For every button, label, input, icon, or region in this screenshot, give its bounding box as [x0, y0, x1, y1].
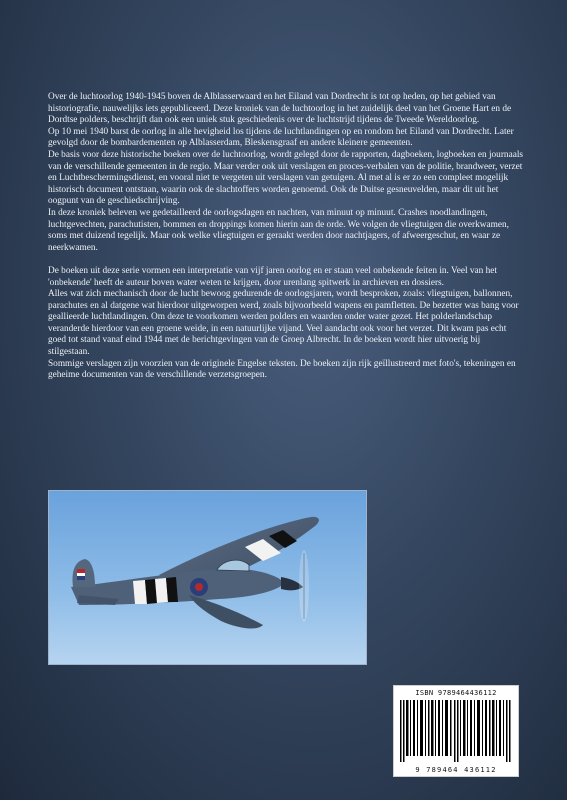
- isbn-digits: 9 789464 436112: [415, 766, 497, 774]
- spitfire-photo: [48, 490, 367, 665]
- blurb-paragraph-intro: Over de luchtoorlog 1940-1945 boven de Alblasserwaard en het Eiland van Dordrecht is tot op heden, op het gebied van historiografie, nauwelijks iets gepubliceerd. Deze kroniek van de luchtoorlog in het zuidelijk deel van het Groene Hart en de Dordtse polders, beschrijft dan ook een uniek stuk geschiedenis over de luchtstrijd tijdens de Tweede Wereldoorlog.: [48, 92, 512, 126]
- blurb-paragraph-may-1940: Op 10 mei 1940 barst de oorlog in alle hevigheid los tijdens de luchtlandingen op en rondom het Eiland van Dordrecht. Later gevolgd door de bombardementen op Alblasserdam, Bleskensgraaf en andere kleinere gemeenten.: [48, 126, 514, 149]
- isbn-label: ISBN 9789464436112: [415, 689, 497, 697]
- isbn-barcode: [393, 685, 519, 777]
- blurb-paragraph-topics: Alles wat zich mechanisch door de lucht bewoog gedurende de oorlogsjaren, wordt besproken, zoals: vliegtuigen, ballonnen, parachutes en al datgene wat hierdoor uitgeworpen werd, zoals bijvoorbeeld wapens en pamfletten. De bezetter was bang voor geallieerde luchtlandingen. Om deze te voorkomen werden polders en waarden onder water gezet. Het polderlandschap veranderde hierdoor van een groene weide, in een natuurlijke vijand. Veel aandacht ook voor het verzet. Dit kwam pas echt goed tot stand vanaf eind 1944 met de berichtgevingen van de Groep Albrecht. In de boeken wordt hier uitvoerig bij stilgestaan.: [48, 289, 519, 358]
- blurb-paragraph-series: De boeken uit deze serie vormen een interpretatie van vijf jaren oorlog en er staan veel onbekende feiten in. Veel van het 'onbekende' heeft de auteur boven water weten te krijgen, door urenlang spitwerk in archieven en dossiers.: [48, 265, 497, 288]
- blurb-paragraph-chronicle: In deze kroniek beleven we gedetailleerd de oorlogsdagen en nachten, van minuut op minuut. Crashes noodlandingen, luchtgevechten, parachutisten, bommen en droppings komen hierin aan de orde. We volgen de vliegtuigen die overkwamen, soms met duizend tegelijk. Maar ook welke vliegtuigen er geraakt werden door nachtjagers, of afweergeschut, en waar ze neerkwamen.: [48, 207, 509, 253]
- barcode-bars: [400, 700, 512, 762]
- blurb-paragraph-illustrations: Sommige verslagen zijn voorzien van de originele Engelse teksten. De boeken zijn rijk geïllustreerd met foto's, tekeningen en geheime documenten van de verschillende verzetsgroepen.: [48, 358, 516, 381]
- back-cover-blurb: [48, 92, 524, 382]
- blurb-paragraph-sources: De basis voor deze historische boeken over de luchtoorlog, wordt gelegd door de rapporten, dagboeken, logboeken en journaals van de verschillende gemeenten in de regio. Maar verder ook uit verslagen en proces-verbalen van de politie, brandweer, verzet en Luchtbeschermingsdienst, en vooral niet te vergeten uit verslagen van getuigen. Al met al is er zo een compleet mogelijk historisch document ontstaan, waarin ook de slachtoffers worden genoemd. Ook de Duitse gesneuvelden, maar dit uit het oogpunt van de geschiedschrijving.: [48, 149, 524, 207]
